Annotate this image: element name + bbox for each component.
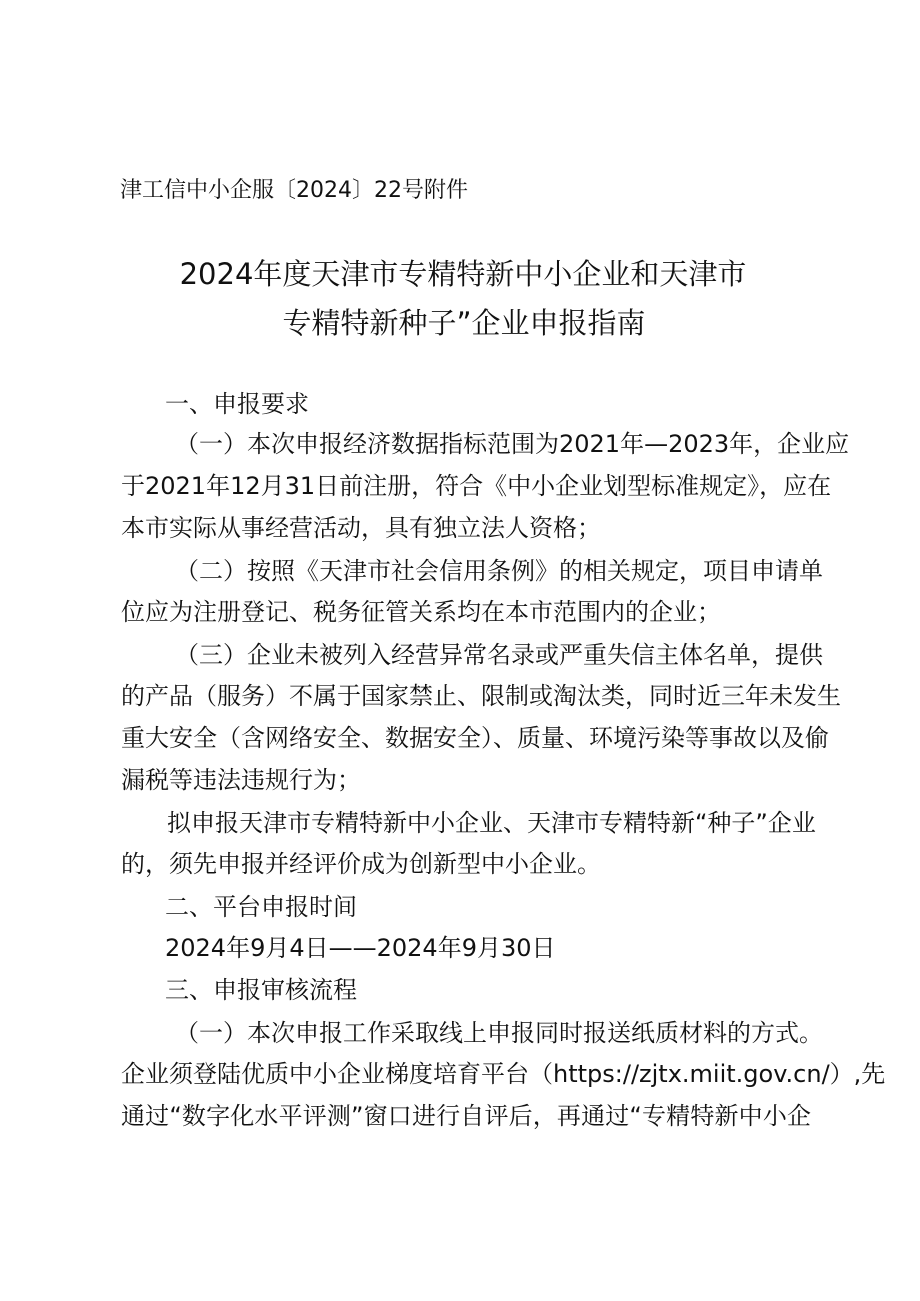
- section-1-item-3-line-2: 的产品（服务）不属于国家禁止、限制或淘汰类，同时近三年未发生: [121, 682, 841, 710]
- section-1-item-3-line-1: （三）企业未被列入经营异常名录或严重失信主体名单，提供: [175, 641, 823, 669]
- document-title-line-1: 2024年度天津市专精特新中小企业和天津市: [179, 257, 747, 291]
- section-3-item-1-line-1: （一）本次申报工作采取线上申报同时报送纸质材料的方式。: [175, 1019, 823, 1047]
- attachment-reference: 津工信中小企服〔2024〕22号附件: [120, 178, 468, 203]
- section-1-heading: 一、申报要求: [165, 390, 309, 418]
- section-3-item-1-line-2: 企业须登陆优质中小企业梯度培育平台（https://zjtx.miit.gov.cn/）,先: [121, 1060, 886, 1088]
- application-period: 2024年9月4日——2024年9月30日: [165, 934, 556, 962]
- section-1-item-1-line-1: （一）本次申报经济数据指标范围为2021年—2023年，企业应: [175, 430, 850, 458]
- section-1-item-1-line-2: 于2021年12月31日前注册，符合《中小企业划型标准规定》，应在: [121, 472, 832, 500]
- section-1-item-1-line-3: 本市实际从事经营活动，具有独立法人资格；: [121, 514, 601, 542]
- section-3-heading: 三、申报审核流程: [165, 976, 357, 1004]
- document-title-line-2: 专精特新种子”企业申报指南: [282, 306, 646, 340]
- section-1-note-line-2: 的，须先申报并经评价成为创新型中小企业。: [121, 850, 601, 878]
- section-2-heading: 二、平台申报时间: [165, 893, 357, 921]
- section-1-item-2-line-1: （二）按照《天津市社会信用条例》的相关规定，项目申请单: [175, 557, 823, 585]
- section-1-item-3-line-3: 重大安全（含网络安全、数据安全）、质量、环境污染等事故以及偷: [121, 724, 829, 752]
- section-1-item-2-line-2: 位应为注册登记、税务征管关系均在本市范围内的企业；: [121, 598, 721, 626]
- section-1-item-3-line-4: 漏税等违法违规行为；: [121, 766, 361, 794]
- section-3-item-1-line-3: 通过“数字化水平评测”窗口进行自评后，再通过“专精特新中小企: [121, 1102, 811, 1130]
- section-1-note-line-1: 拟申报天津市专精特新中小企业、天津市专精特新“种子”企业: [167, 809, 816, 837]
